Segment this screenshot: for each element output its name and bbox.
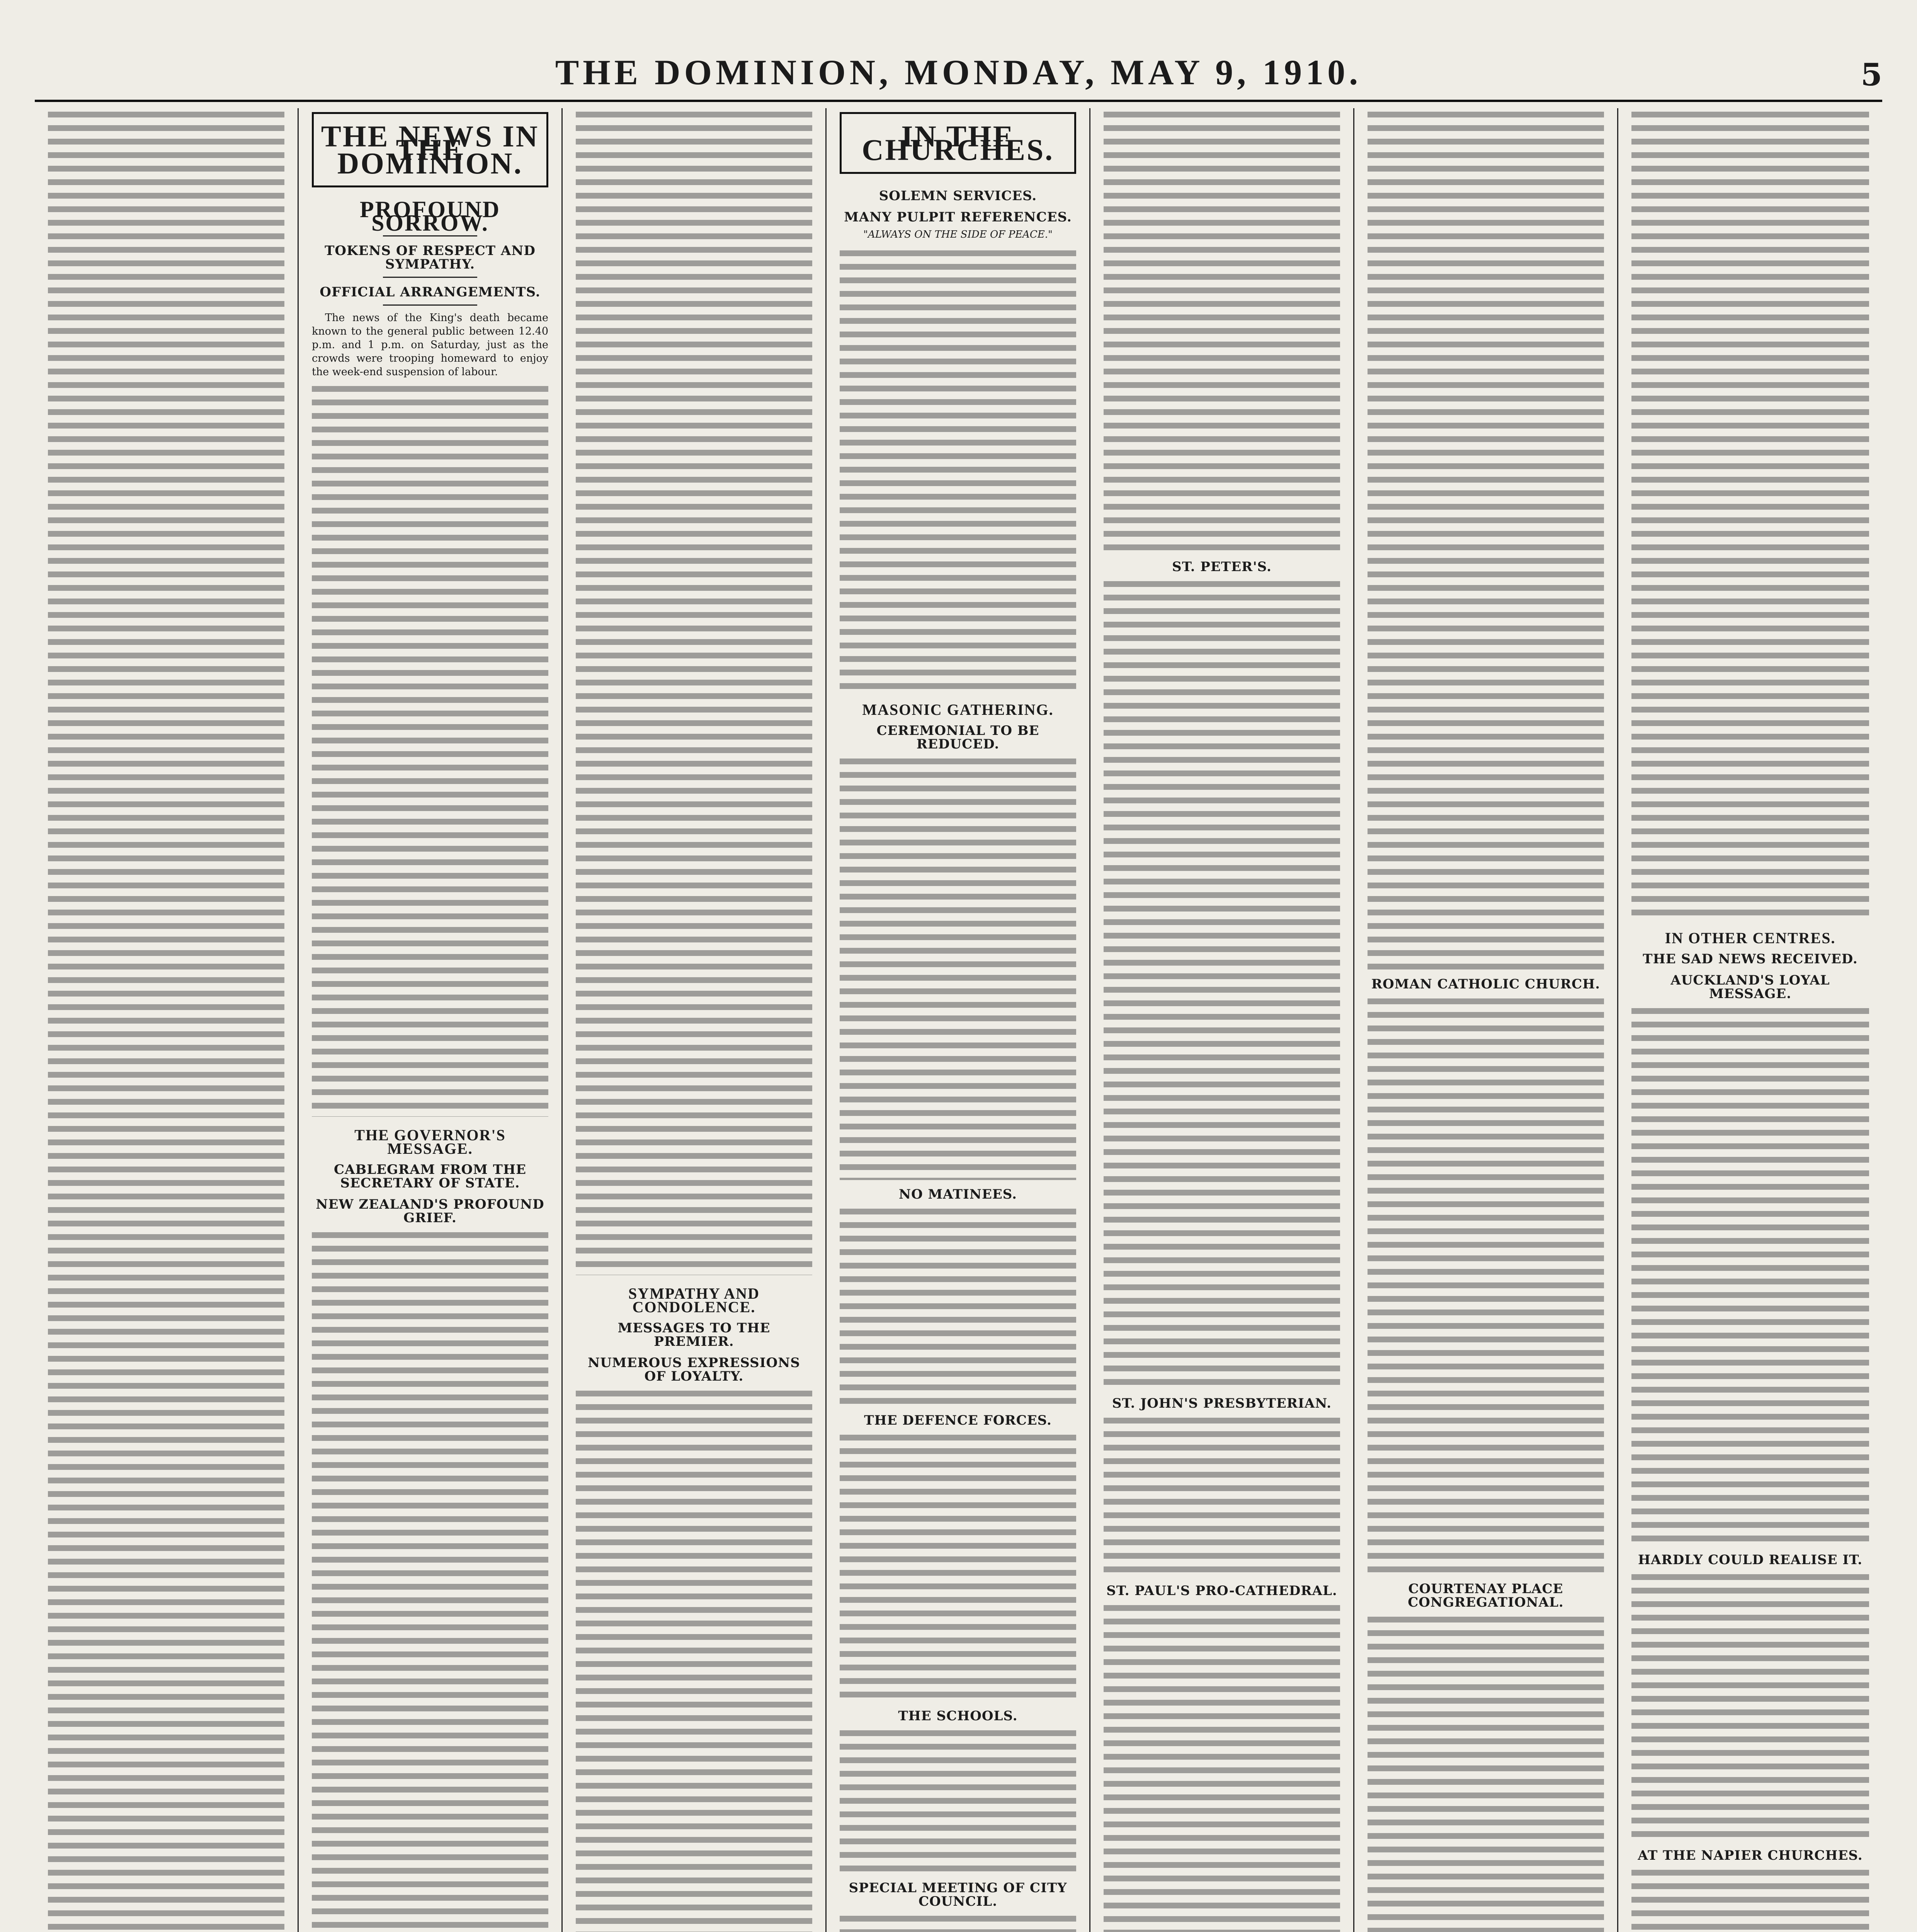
page-number: 5 bbox=[1861, 56, 1882, 93]
text-block bbox=[1368, 1613, 1604, 1932]
text-block bbox=[576, 108, 812, 1275]
column-4 bbox=[827, 108, 1090, 1932]
newspaper-title: THE DOMINION, MONDAY, MAY 9, 1910. bbox=[555, 53, 1362, 92]
text-block bbox=[840, 755, 1076, 1180]
subhead: COURTENAY PLACE CONGREGATIONAL. bbox=[1408, 1581, 1564, 1610]
text-block bbox=[840, 247, 1076, 691]
subhead: SPECIAL MEETING OF CITY COUNCIL. bbox=[849, 1880, 1067, 1909]
divider bbox=[383, 277, 478, 278]
subhead: ST. PAUL'S PRO-CATHEDRAL. bbox=[1106, 1583, 1337, 1599]
headline: PROFOUND SORROW. bbox=[360, 197, 500, 236]
section-heading: IN OTHER CENTRES. bbox=[1665, 929, 1836, 947]
subhead: THE SCHOOLS. bbox=[898, 1708, 1018, 1724]
text-block bbox=[576, 1387, 812, 1932]
text-block bbox=[1631, 1866, 1869, 1932]
subhead: ROMAN CATHOLIC CHURCH. bbox=[1371, 976, 1601, 992]
subhead: MESSAGES TO THE PREMIER. bbox=[617, 1320, 771, 1349]
column-1 bbox=[35, 108, 299, 1932]
subhead: OFFICIAL ARRANGEMENTS. bbox=[320, 284, 541, 300]
text-block bbox=[1104, 578, 1340, 1389]
text-block bbox=[312, 1229, 548, 1932]
subhead: AUCKLAND'S LOYAL MESSAGE. bbox=[1670, 973, 1830, 1002]
text-block bbox=[312, 383, 548, 1117]
text-block bbox=[1631, 1571, 1869, 1841]
columns bbox=[35, 108, 1882, 1932]
subhead: AT THE NAPIER CHURCHES. bbox=[1638, 1848, 1863, 1863]
column-2 bbox=[299, 108, 563, 1932]
masthead bbox=[35, 35, 1882, 102]
text-block bbox=[840, 1431, 1076, 1702]
section-heading: SYMPATHY AND CONDOLENCE. bbox=[628, 1285, 760, 1316]
paragraph: The news of the King's death became known to the general public between 12.40 p.m. and 1 p.m. on Saturday, just as the crowds were trooping homeward to enjoy the week-end suspension of labour. bbox=[312, 312, 548, 378]
text-block bbox=[48, 108, 284, 1932]
text-block bbox=[840, 1205, 1076, 1406]
subhead: NO MATINEES. bbox=[899, 1187, 1017, 1202]
text-block bbox=[1104, 108, 1340, 553]
section-heading: MASONIC GATHERING. bbox=[862, 701, 1054, 718]
divider bbox=[383, 304, 478, 306]
subhead: ST. JOHN'S PRESBYTERIAN. bbox=[1112, 1396, 1332, 1411]
text-block bbox=[1631, 1005, 1869, 1546]
subhead: NUMEROUS EXPRESSIONS OF LOYALTY. bbox=[588, 1355, 800, 1384]
text-block bbox=[1368, 995, 1604, 1575]
subhead: SOLEMN SERVICES. bbox=[879, 188, 1037, 204]
banner-headline: IN THE CHURCHES. bbox=[840, 112, 1076, 174]
subhead: NEW ZEALAND'S PROFOUND GRIEF. bbox=[316, 1197, 544, 1226]
text-block bbox=[1104, 1414, 1340, 1577]
text-block bbox=[840, 1727, 1076, 1874]
text-block bbox=[1368, 108, 1604, 970]
text-block bbox=[1631, 108, 1869, 920]
subhead: HARDLY COULD REALISE IT. bbox=[1638, 1552, 1863, 1568]
subhead: ST. PETER'S. bbox=[1172, 559, 1272, 575]
subhead: CABLEGRAM FROM THE SECRETARY OF STATE. bbox=[334, 1162, 526, 1191]
subhead: MANY PULPIT REFERENCES. bbox=[844, 209, 1072, 225]
quote: "ALWAYS ON THE SIDE OF PEACE." bbox=[863, 229, 1053, 240]
text-block bbox=[840, 1912, 1076, 1932]
section-heading: THE GOVERNOR'S MESSAGE. bbox=[354, 1126, 506, 1157]
subhead: THE SAD NEWS RECEIVED. bbox=[1643, 951, 1858, 967]
text-block bbox=[1104, 1602, 1340, 1932]
column-7 bbox=[1618, 108, 1882, 1932]
column-5 bbox=[1090, 108, 1354, 1932]
subhead: THE DEFENCE FORCES. bbox=[864, 1413, 1052, 1428]
subhead: TOKENS OF RESPECT AND SYMPATHY. bbox=[325, 243, 536, 272]
subhead: CEREMONIAL TO BE REDUCED. bbox=[876, 723, 1039, 752]
column-6 bbox=[1354, 108, 1618, 1932]
column-3 bbox=[563, 108, 827, 1932]
banner-headline: THE NEWS IN THE DOMINION. bbox=[312, 112, 548, 187]
